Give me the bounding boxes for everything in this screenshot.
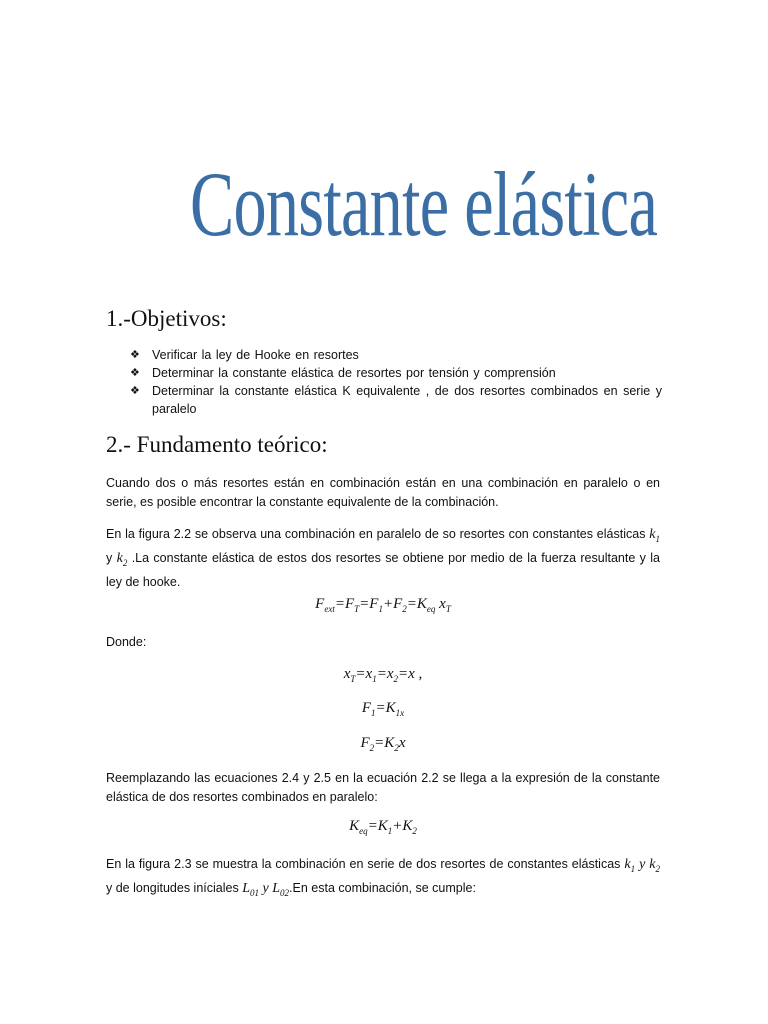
section-heading-objetivos: 1.-Objetivos: xyxy=(106,306,227,331)
diamond-bullet-icon: ❖ xyxy=(130,349,140,361)
list-item: ❖ Determinar la constante elástica de resortes por tensión y comprensión xyxy=(130,366,556,380)
paragraph-replacement: Reemplazando las ecuaciones 2.4 y 2.5 en la ecuación 2.2 se llega a la expresión de la constante elástica de dos resortes combinados en paralelo: xyxy=(106,771,660,804)
section-heading-fundamento: 2.- Fundamento teórico: xyxy=(106,432,328,457)
list-item: ❖ Verificar la ley de Hooke en resortes xyxy=(130,348,359,362)
list-item: ❖ Determinar la constante elástica K equivalente , de dos resortes combinados en serie y paralelo xyxy=(130,384,662,416)
paragraph-donde: Donde: xyxy=(106,635,147,649)
objectives-list xyxy=(106,346,662,418)
diamond-bullet-icon: ❖ xyxy=(130,385,140,397)
equation-f1: $F_1=K_{1x}$ xyxy=(361,700,405,718)
equation-displacements: $x_T=x_1=x_2=x$ , xyxy=(343,666,423,684)
paragraph-parallel: En la figura 2.2 se observa una combinación en paralelo de so resortes con constantes elásticas $k_1$ y $k_2$ .La constante elástica de estos dos resortes se obtiene por medio de la fuerza resultante y la ley de hooke. xyxy=(106,527,660,589)
equation-keq-parallel: $K_{eq}=K_1+K_2$ xyxy=(349,818,417,836)
equation-f2: $F_2=K_2x$ xyxy=(360,735,406,753)
paragraph-intro: Cuando dos o más resortes están en combinación están en una combinación en paralelo o en serie, es posible encontrar la constante equivalente de la combinación. xyxy=(106,476,660,509)
document-title: Constante elástica xyxy=(190,153,658,255)
paragraph-series: En la figura 2.3 se muestra la combinación en serie de dos resortes de constantes elásticas $k_1$ y $k_2$ y de longitudes iníciales $L_{01}$ y $L_{02}.En$ esta combinación, se cumple: xyxy=(106,857,660,898)
diamond-bullet-icon: ❖ xyxy=(130,367,140,379)
equation-force: $F_{ext}=F_T=F_1+F_2=K_{eq}$ $x_T$ xyxy=(315,596,451,614)
